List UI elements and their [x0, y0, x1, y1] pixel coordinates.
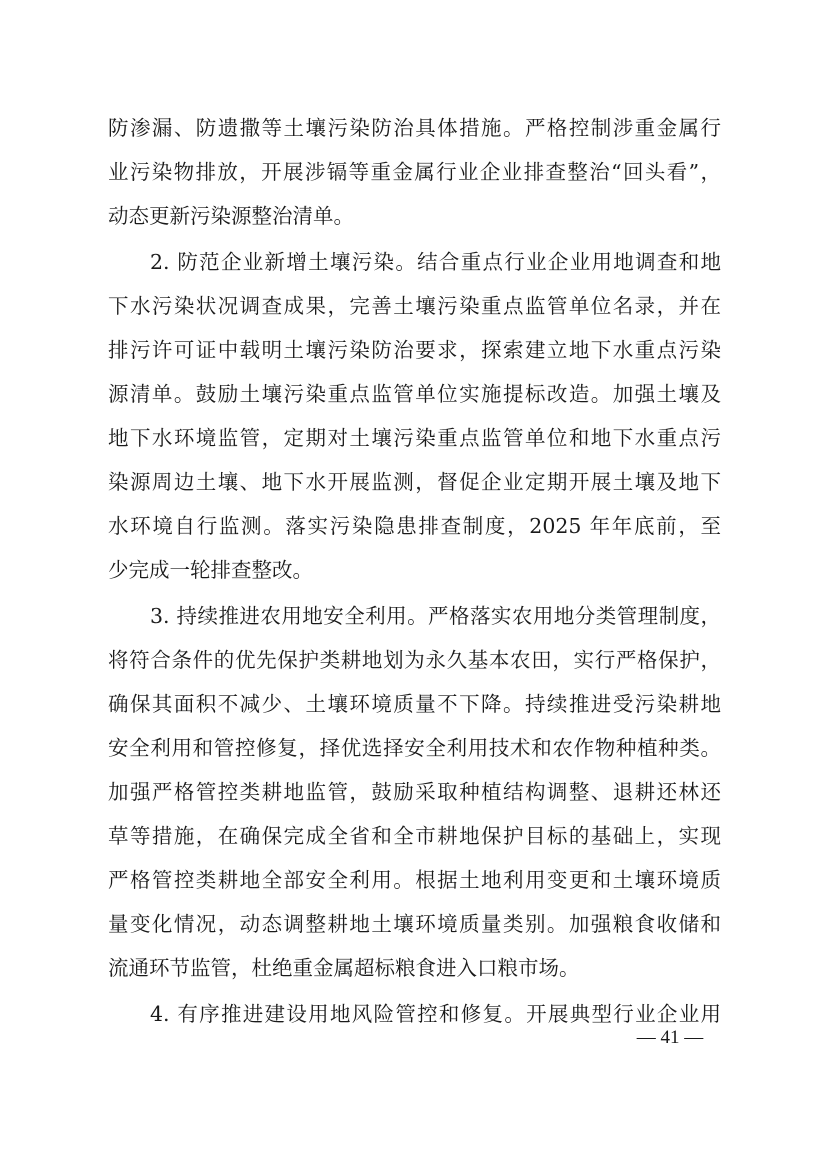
text-line	[0, 814, 826, 858]
line-text: 少完成一轮排查整改。	[108, 558, 313, 582]
line-text: 下水污染状况调查成果，完善土壤污染重点监管单位名录，并在	[108, 294, 721, 318]
line-text: 严格管控类耕地全部安全利用。根据土地利用变更和土壤环境质	[108, 868, 721, 892]
line-text: 业污染物排放，开展涉镉等重金属行业企业排查整治“回头看”，	[108, 160, 721, 184]
text-line	[0, 460, 826, 504]
text-line	[0, 328, 826, 372]
text-line	[0, 372, 826, 416]
text-line	[0, 504, 826, 548]
line-text: 水环境自行监测。落实污染隐患排查制度，2025 年年底前，至	[108, 514, 721, 538]
text-line	[0, 726, 826, 770]
text-line	[0, 902, 826, 946]
line-text: 草等措施，在确保完成全省和全市耕地保护目标的基础上，实现	[108, 824, 721, 848]
text-line	[0, 284, 826, 328]
line-text: 量变化情况，动态调整耕地土壤环境质量类别。加强粮食收储和	[108, 912, 721, 936]
line-text: 2. 防范企业新增土壤污染。结合重点行业企业用地调查和地	[150, 250, 721, 274]
text-line	[0, 194, 826, 238]
text-line	[0, 240, 826, 284]
line-text: 安全利用和管控修复，择优选择安全利用技术和农作物种植种类。	[108, 736, 721, 760]
line-text: 4. 有序推进建设用地风险管控和修复。开展典型行业企业用	[150, 1002, 721, 1026]
line-text: 动态更新污染源整治清单。	[108, 204, 354, 228]
line-text: 3. 持续推进农用地安全利用。严格落实农用地分类管理制度，	[150, 604, 721, 628]
line-text: 加强严格管控类耕地监管，鼓励采取种植结构调整、退耕还林还	[108, 780, 721, 804]
text-line	[0, 770, 826, 814]
text-line	[0, 946, 826, 990]
line-text: 防渗漏、防遗撒等土壤污染防治具体措施。严格控制涉重金属行	[108, 116, 721, 140]
text-line	[0, 416, 826, 460]
text-line	[0, 106, 826, 150]
text-line	[0, 682, 826, 726]
line-text: 将符合条件的优先保护类耕地划为永久基本农田，实行严格保护，	[108, 648, 721, 672]
text-line	[0, 594, 826, 638]
line-text: 排污许可证中载明土壤污染防治要求，探索建立地下水重点污染	[108, 338, 721, 362]
line-text: 地下水环境监管，定期对土壤污染重点监管单位和地下水重点污	[108, 426, 721, 450]
line-text: 源清单。鼓励土壤污染重点监管单位实施提标改造。加强土壤及	[108, 382, 721, 406]
text-line	[0, 858, 826, 902]
line-text: 确保其面积不减少、土壤环境质量不下降。持续推进受污染耕地	[108, 692, 721, 716]
text-line	[0, 150, 826, 194]
line-text: 染源周边土壤、地下水开展监测，督促企业定期开展土壤及地下	[108, 470, 721, 494]
line-text: 流通环节监管，杜绝重金属超标粮食进入口粮市场。	[108, 956, 580, 980]
text-line	[0, 638, 826, 682]
page-number: — 41 —	[636, 1027, 704, 1048]
text-line	[0, 548, 826, 592]
